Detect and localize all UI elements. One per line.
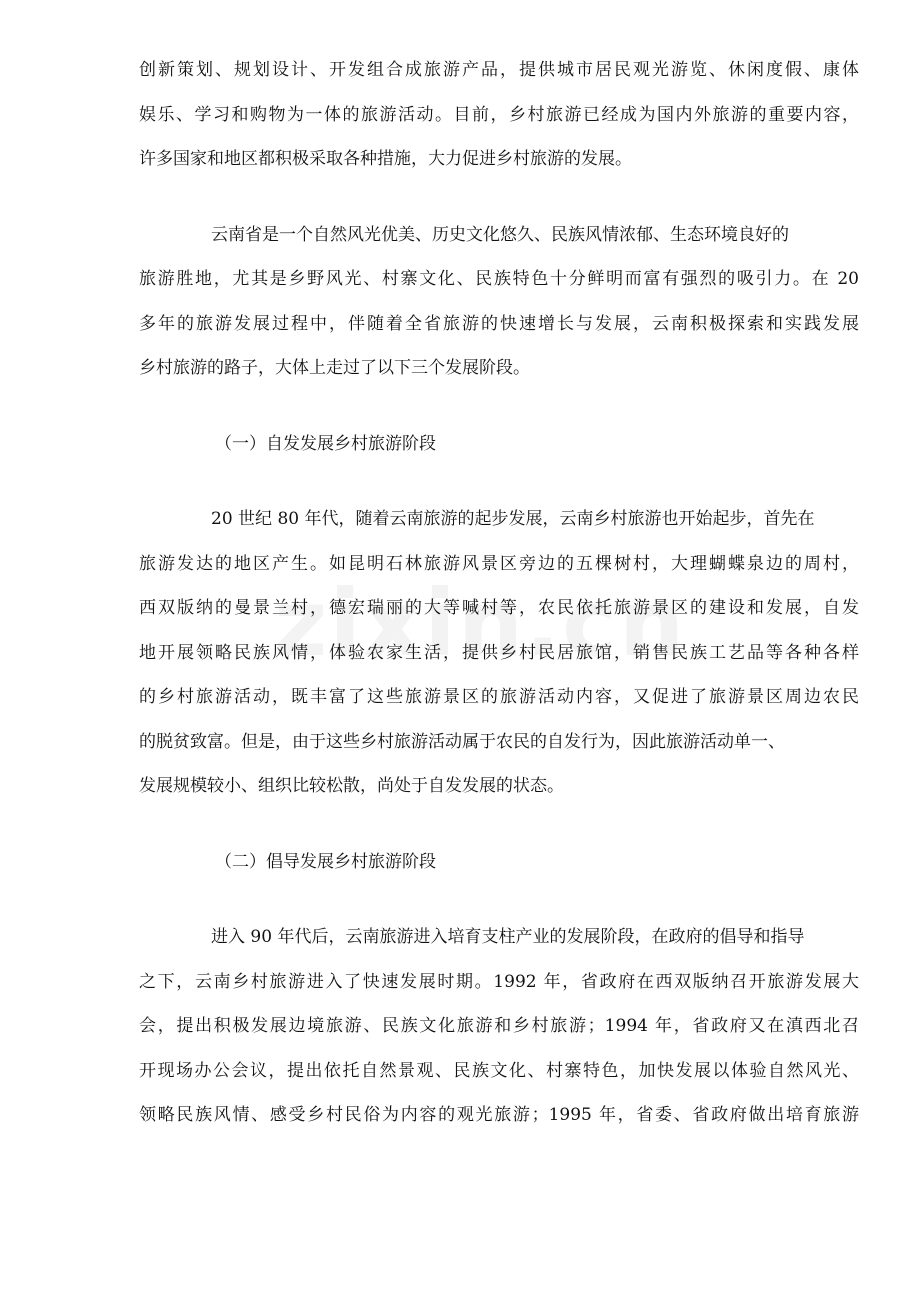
text-line: 乡村旅游的路子，大体上走过了以下三个发展阶段。 [139,358,530,378]
text-line: 发展规模较小、组织比较松散，尚处于自发发展的状态。 [139,776,564,796]
paragraph-spontaneous-stage [139,497,859,809]
text-line: 之下，云南乡村旅游进入了快速发展时期。1992 年，省政府在西双版纳召开旅游发展大 [139,971,859,992]
text-line: 进入 90 年代后，云南旅游进入培育支柱产业的发展阶段，在政府的倡导和指导 [211,927,805,947]
text-line: 娱乐、学习和购物为一体的旅游活动。目前，乡村旅游已经成为国内外旅游的重要内容， [139,104,859,125]
text-line: 领略民族风情、感受乡村民俗为内容的观光旅游；1995 年，省委、省政府做出培育旅游 [139,1105,859,1125]
paragraph-advocated-stage [139,915,859,1138]
text-line: 开现场办公会议，提出依托自然景观、民族文化、村寨特色，加快发展以体验自然风光、 [139,1060,859,1081]
section-heading-advocated: （二）倡导发展乡村旅游阶段 [215,851,436,872]
text-line: 旅游胜地，尤其是乡野风光、村寨文化、民族特色十分鲜明而富有强烈的吸引力。在 20 [139,269,859,289]
text-line: 地开展领略民族风情，体验农家生活，提供乡村民居旅馆，销售民族工艺品等各种各样 [139,642,859,663]
text-line: 的乡村旅游活动，既丰富了这些旅游景区的旅游活动内容，又促进了旅游景区周边农民 [139,687,859,707]
text-line: 西双版纳的曼景兰村，德宏瑞丽的大等喊村等，农民依托旅游景区的建设和发展，自发 [139,598,859,618]
text-line: 创新策划、规划设计、开发组合成旅游产品，提供城市居民观光游览、休闲度假、康体 [139,60,859,80]
text-line: 会，提出积极发展边境旅游、民族文化旅游和乡村旅游；1994 年，省政府又在滇西北召 [139,1016,859,1036]
text-line: 许多国家和地区都积极采取各种措施，大力促进乡村旅游的发展。 [139,149,632,169]
text-line: 多年的旅游发展过程中，伴随着全省旅游的快速增长与发展，云南积极探索和实践发展 [139,313,859,334]
paragraph-yunnan-overview [139,213,859,391]
document-body [139,48,859,1138]
text-line: 旅游发达的地区产生。如昆明石林旅游风景区旁边的五棵树村，大理蝴蝶泉边的周村， [139,553,859,574]
section-heading-spontaneous: （一）自发发展乡村旅游阶段 [215,433,436,454]
paragraph-continuation [139,48,859,182]
text-line: 20 世纪 80 年代，随着云南旅游的起步发展，云南乡村旅游也开始起步，首先在 [211,509,815,529]
text-line: 的脱贫致富。但是，由于这些乡村旅游活动属于农民的自发行为，因此旅游活动单一、 [139,731,785,752]
text-line: 云南省是一个自然风光优美、历史文化悠久、民族风情浓郁、生态环境良好的 [211,224,789,245]
